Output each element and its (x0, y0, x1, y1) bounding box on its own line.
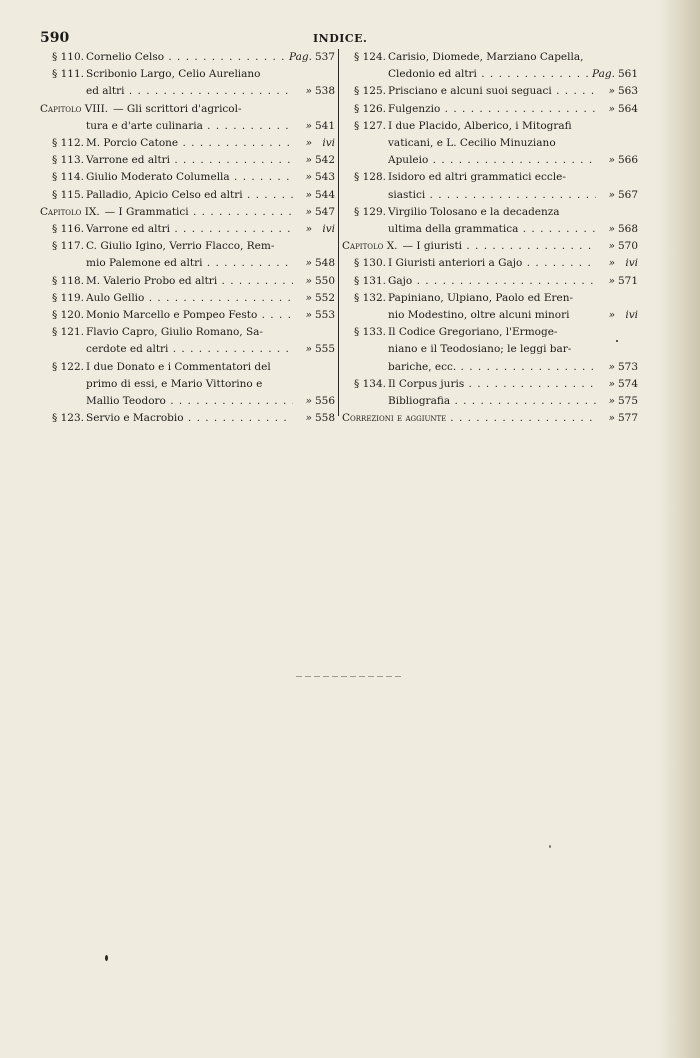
page-number-ref: 574 (617, 377, 638, 390)
index-entry (342, 169, 638, 203)
page-reference (293, 255, 335, 272)
page-prefix: » (608, 257, 615, 270)
page-prefix: » (608, 85, 615, 98)
page-reference (596, 307, 638, 324)
index-entry (40, 66, 335, 100)
entry-title: Mallio Teodoro . . . (86, 393, 293, 410)
page-reference (293, 221, 335, 238)
section-number: § 118. (52, 274, 84, 287)
index-entry (40, 204, 335, 221)
entry-title: bariche, ecc. . . . (388, 359, 596, 376)
entry-line (342, 393, 638, 410)
page-number-ref: 548 (314, 257, 335, 270)
entry-line (40, 169, 335, 186)
entry-line (342, 359, 638, 376)
page-number: 590 (40, 30, 70, 46)
section-number: § 129. (354, 205, 386, 218)
index-entry (40, 290, 335, 307)
page-reference (293, 118, 335, 135)
page-number-ref: 563 (617, 85, 638, 98)
page-reference (596, 393, 638, 410)
section-number: § 133. (354, 326, 386, 339)
entry-title: mio Palemone ed altri . . . (86, 255, 293, 272)
page-prefix: » (305, 257, 312, 270)
index-entry (40, 410, 335, 427)
index-entry (40, 169, 335, 186)
running-title: INDICE. (313, 32, 368, 45)
entry-line (342, 101, 638, 118)
page-number-ref: 577 (617, 412, 638, 425)
entry-line (342, 169, 638, 186)
index-entry (342, 290, 638, 324)
column-divider (338, 49, 339, 416)
entry-title: I due Placido, Alberico, i Mitografi (388, 119, 572, 132)
page-prefix: » (305, 137, 312, 150)
section-number: § 128. (354, 171, 386, 184)
entry-line (40, 290, 335, 307)
entry-line (40, 255, 335, 272)
page-reference (596, 101, 638, 118)
index-entry (40, 49, 335, 66)
entry-title: Il Codice Gregoriano, l'Ermoge- (388, 326, 558, 339)
entry-title: I Giuristi anteriori a Gajo . . . (388, 255, 596, 272)
page-prefix: » (608, 309, 615, 322)
page-reference (588, 66, 638, 83)
section-number: § 123. (52, 412, 84, 425)
index-column-left (40, 49, 335, 427)
entry-title: Palladio, Apicio Celso ed altri . . . (86, 187, 293, 204)
chapter-label: Capitolo IX. (40, 205, 100, 218)
entry-title: Monio Marcello e Pompeo Festo . . . (86, 307, 293, 324)
entry-title: Cornelio Celso . . . (86, 49, 285, 66)
index-entry (40, 135, 335, 152)
page-prefix: » (608, 412, 615, 425)
page-prefix: » (305, 85, 312, 98)
entry-title: niano e il Teodosiano; le leggi bar- (388, 343, 572, 356)
section-number: § 124. (354, 51, 386, 63)
entry-title (450, 410, 596, 427)
index-entry (40, 221, 335, 238)
section-number: § 115. (52, 188, 84, 201)
page-reference (285, 49, 335, 66)
page-number-ref: ivi (625, 309, 638, 322)
chapter-label: Correzioni e aggiunte (342, 412, 447, 425)
entry-line (342, 290, 638, 307)
page-prefix: » (305, 154, 312, 167)
entry-title: — I Grammatici . . . (105, 204, 293, 221)
index-entry (342, 49, 638, 83)
page-prefix: » (305, 188, 312, 201)
entry-title: primo di essi, e Mario Vittorino e (86, 377, 263, 390)
entry-title: Varrone ed altri . . . (86, 221, 293, 238)
page-number-ref: 550 (314, 274, 335, 287)
section-number: § 110. (52, 51, 84, 63)
entry-title: Virgilio Tolosano e la decadenza (388, 205, 560, 218)
index-entry (40, 273, 335, 290)
page-prefix: » (305, 223, 312, 236)
page-prefix: Pag. (592, 68, 615, 81)
page-reference (293, 341, 335, 358)
entry-title: I due Donato e i Commentatori del (86, 360, 271, 373)
index-column-right (342, 49, 638, 427)
entry-title: — Gli scrittori d'agricol- (113, 102, 242, 115)
page-number-ref: 543 (314, 171, 335, 184)
page-number-ref: 547 (314, 205, 335, 218)
index-entry (342, 376, 638, 393)
page-prefix: » (608, 360, 615, 373)
entry-line (40, 152, 335, 169)
entry-title: siastici . . . (388, 187, 596, 204)
entry-title: Fulgenzio . . . (388, 101, 596, 118)
page-number-ref: 555 (314, 343, 335, 356)
entry-title: Cledonio ed altri . . . (388, 66, 588, 83)
page-reference (293, 307, 335, 324)
page-number-ref: 561 (617, 68, 638, 81)
ink-speck (105, 955, 108, 961)
page-prefix: » (608, 188, 615, 201)
section-number: § 119. (52, 291, 84, 304)
entry-title: Varrone ed altri . . . (86, 152, 293, 169)
entry-title: Apuleio . . . (388, 152, 596, 169)
page-prefix: » (305, 119, 312, 132)
page-reference (293, 152, 335, 169)
page-reference (293, 410, 335, 427)
entry-title: Il Corpus juris . . . (388, 376, 596, 393)
chapter-label: Capitolo VIII. (40, 102, 109, 115)
entry-line (40, 307, 335, 324)
page-prefix: » (305, 395, 312, 408)
entry-line (40, 376, 335, 393)
entry-line (342, 307, 638, 324)
page-reference (596, 410, 638, 427)
entry-line (342, 221, 638, 238)
page-prefix: » (305, 171, 312, 184)
index-entry (40, 152, 335, 169)
index-entry (342, 324, 638, 376)
page-reference (596, 187, 638, 204)
page-number-ref: 556 (314, 395, 335, 408)
entry-title: ultima della grammatica . . . (388, 221, 596, 238)
page-number-ref: 537 (314, 51, 335, 63)
index-entry (342, 255, 638, 272)
page-prefix: » (608, 240, 615, 253)
section-number: § 132. (354, 291, 386, 304)
entry-line (342, 410, 638, 427)
section-number: § 111. (52, 68, 84, 81)
entry-title: — I giuristi . . . (403, 238, 596, 255)
page-reference (596, 221, 638, 238)
page-prefix: » (305, 343, 312, 356)
page-reference (596, 255, 638, 272)
entry-line (342, 273, 638, 290)
index-entry (40, 187, 335, 204)
section-number: § 117. (52, 240, 84, 253)
entry-line (342, 376, 638, 393)
page-prefix: » (305, 205, 312, 218)
entry-line (342, 118, 638, 135)
page-reference (293, 135, 335, 152)
faint-rule (296, 676, 401, 677)
entry-line (40, 49, 335, 66)
page-reference (293, 290, 335, 307)
entry-line (40, 204, 335, 221)
entry-title: M. Porcio Catone . . . (86, 135, 293, 152)
index-entry (40, 238, 335, 272)
entry-line (40, 187, 335, 204)
page-number-ref: 541 (314, 119, 335, 132)
entry-line (40, 135, 335, 152)
page-prefix: » (608, 274, 615, 287)
page-reference (596, 359, 638, 376)
index-entry (342, 410, 638, 427)
page-prefix: » (305, 274, 312, 287)
entry-line (40, 83, 335, 100)
entry-line (342, 83, 638, 100)
page-reference (596, 376, 638, 393)
section-number: § 122. (52, 360, 84, 373)
index-entry (342, 83, 638, 100)
index-entry (40, 101, 335, 135)
index-entry (40, 307, 335, 324)
page-number-ref: 573 (617, 360, 638, 373)
page-reference (293, 273, 335, 290)
page-number-ref: ivi (625, 257, 638, 270)
entry-title: ed altri . . . (86, 83, 293, 100)
ink-speck (549, 845, 551, 848)
section-number: § 112. (52, 137, 84, 150)
entry-title: tura e d'arte culinaria . . . (86, 118, 293, 135)
page-number-ref: 568 (617, 223, 638, 236)
section-number: § 131. (354, 274, 386, 287)
entry-line (40, 118, 335, 135)
page-number-ref: 564 (617, 102, 638, 115)
entry-line (342, 341, 638, 358)
entry-title: Gajo . . . (388, 273, 596, 290)
page-number-ref: 566 (617, 154, 638, 167)
entry-title: cerdote ed altri . . . (86, 341, 293, 358)
index-entry (342, 204, 638, 238)
entry-line (40, 273, 335, 290)
entry-title: Bibliografia . . . (388, 393, 596, 410)
entry-title: vaticani, e L. Cecilio Minuziano (388, 137, 556, 150)
page-prefix: » (608, 154, 615, 167)
page-reference (293, 204, 335, 221)
page-number-ref: 570 (617, 240, 638, 253)
entry-line (40, 393, 335, 410)
entry-line (342, 255, 638, 272)
entry-title: Giulio Moderato Columella . . . (86, 169, 293, 186)
index-entry (342, 393, 638, 410)
page-edge-shadow (658, 0, 700, 1058)
page-prefix: » (608, 223, 615, 236)
entry-title: Carisio, Diomede, Marziano Capella, (388, 51, 584, 63)
page-number-ref: 575 (617, 395, 638, 408)
page-number-ref: 544 (314, 188, 335, 201)
entry-title: nio Modestino, oltre alcuni minori (388, 309, 570, 322)
entry-title: Scribonio Largo, Celio Aureliano (86, 68, 261, 81)
entry-title: C. Giulio Igino, Verrio Flacco, Rem- (86, 240, 275, 253)
section-number: § 125. (354, 85, 386, 98)
entry-line (342, 324, 638, 341)
entry-line (40, 238, 335, 255)
page-reference (293, 83, 335, 100)
section-number: § 120. (52, 309, 84, 322)
page-reference (293, 169, 335, 186)
section-number: § 126. (354, 102, 386, 115)
page-prefix: » (305, 291, 312, 304)
page-reference (293, 393, 335, 410)
entry-title: Flavio Capro, Giulio Romano, Sa- (86, 326, 263, 339)
entry-line (40, 324, 335, 341)
entry-line (342, 187, 638, 204)
page-number-ref: 553 (314, 309, 335, 322)
page-prefix: » (608, 377, 615, 390)
entry-line (342, 204, 638, 221)
page-reference (596, 238, 638, 255)
page-header (0, 30, 700, 48)
page-number-ref: 538 (314, 85, 335, 98)
page-number-ref: 558 (314, 412, 335, 425)
entry-line (342, 49, 638, 66)
entry-title: Prisciano e alcuni suoi seguaci . . . (388, 83, 596, 100)
entry-title: Servio e Macrobio . . . (86, 410, 293, 427)
page-number-ref: ivi (322, 223, 335, 236)
entry-line (40, 221, 335, 238)
section-number: § 127. (354, 119, 386, 132)
entry-line (40, 341, 335, 358)
page-prefix: » (608, 102, 615, 115)
page-number-ref: 552 (314, 291, 335, 304)
index-entry (342, 238, 638, 255)
page-reference (596, 83, 638, 100)
section-number: § 130. (354, 257, 386, 270)
page-prefix: Pag. (289, 51, 312, 63)
entry-line (342, 152, 638, 169)
page-reference (596, 273, 638, 290)
index-entry (40, 324, 335, 358)
page-prefix: » (305, 412, 312, 425)
index-entry (342, 118, 638, 170)
page-number-ref: ivi (322, 137, 335, 150)
ink-speck (616, 340, 618, 342)
entry-line (40, 101, 335, 118)
section-number: § 134. (354, 377, 386, 390)
entry-line (342, 238, 638, 255)
index-entry (342, 101, 638, 118)
section-number: § 121. (52, 326, 84, 339)
page-number-ref: 567 (617, 188, 638, 201)
page-prefix: » (305, 309, 312, 322)
index-entry (40, 359, 335, 411)
page-reference (596, 152, 638, 169)
page-reference (293, 187, 335, 204)
chapter-label: Capitolo X. (342, 240, 398, 253)
page-number-ref: 571 (617, 274, 638, 287)
section-number: § 114. (52, 171, 84, 184)
entry-title: Papiniano, Ulpiano, Paolo ed Eren- (388, 291, 574, 304)
entry-line (342, 135, 638, 152)
entry-line (40, 66, 335, 83)
section-number: § 116. (52, 223, 84, 236)
entry-line (342, 66, 638, 83)
section-number: § 113. (52, 154, 84, 167)
entry-line (40, 410, 335, 427)
entry-title: M. Valerio Probo ed altri . . . (86, 273, 293, 290)
entry-title: Isidoro ed altri grammatici eccle- (388, 171, 566, 184)
entry-line (40, 359, 335, 376)
index-entry (342, 273, 638, 290)
page-number-ref: 542 (314, 154, 335, 167)
page-prefix: » (608, 395, 615, 408)
entry-title: Aulo Gellio . . . (86, 290, 293, 307)
